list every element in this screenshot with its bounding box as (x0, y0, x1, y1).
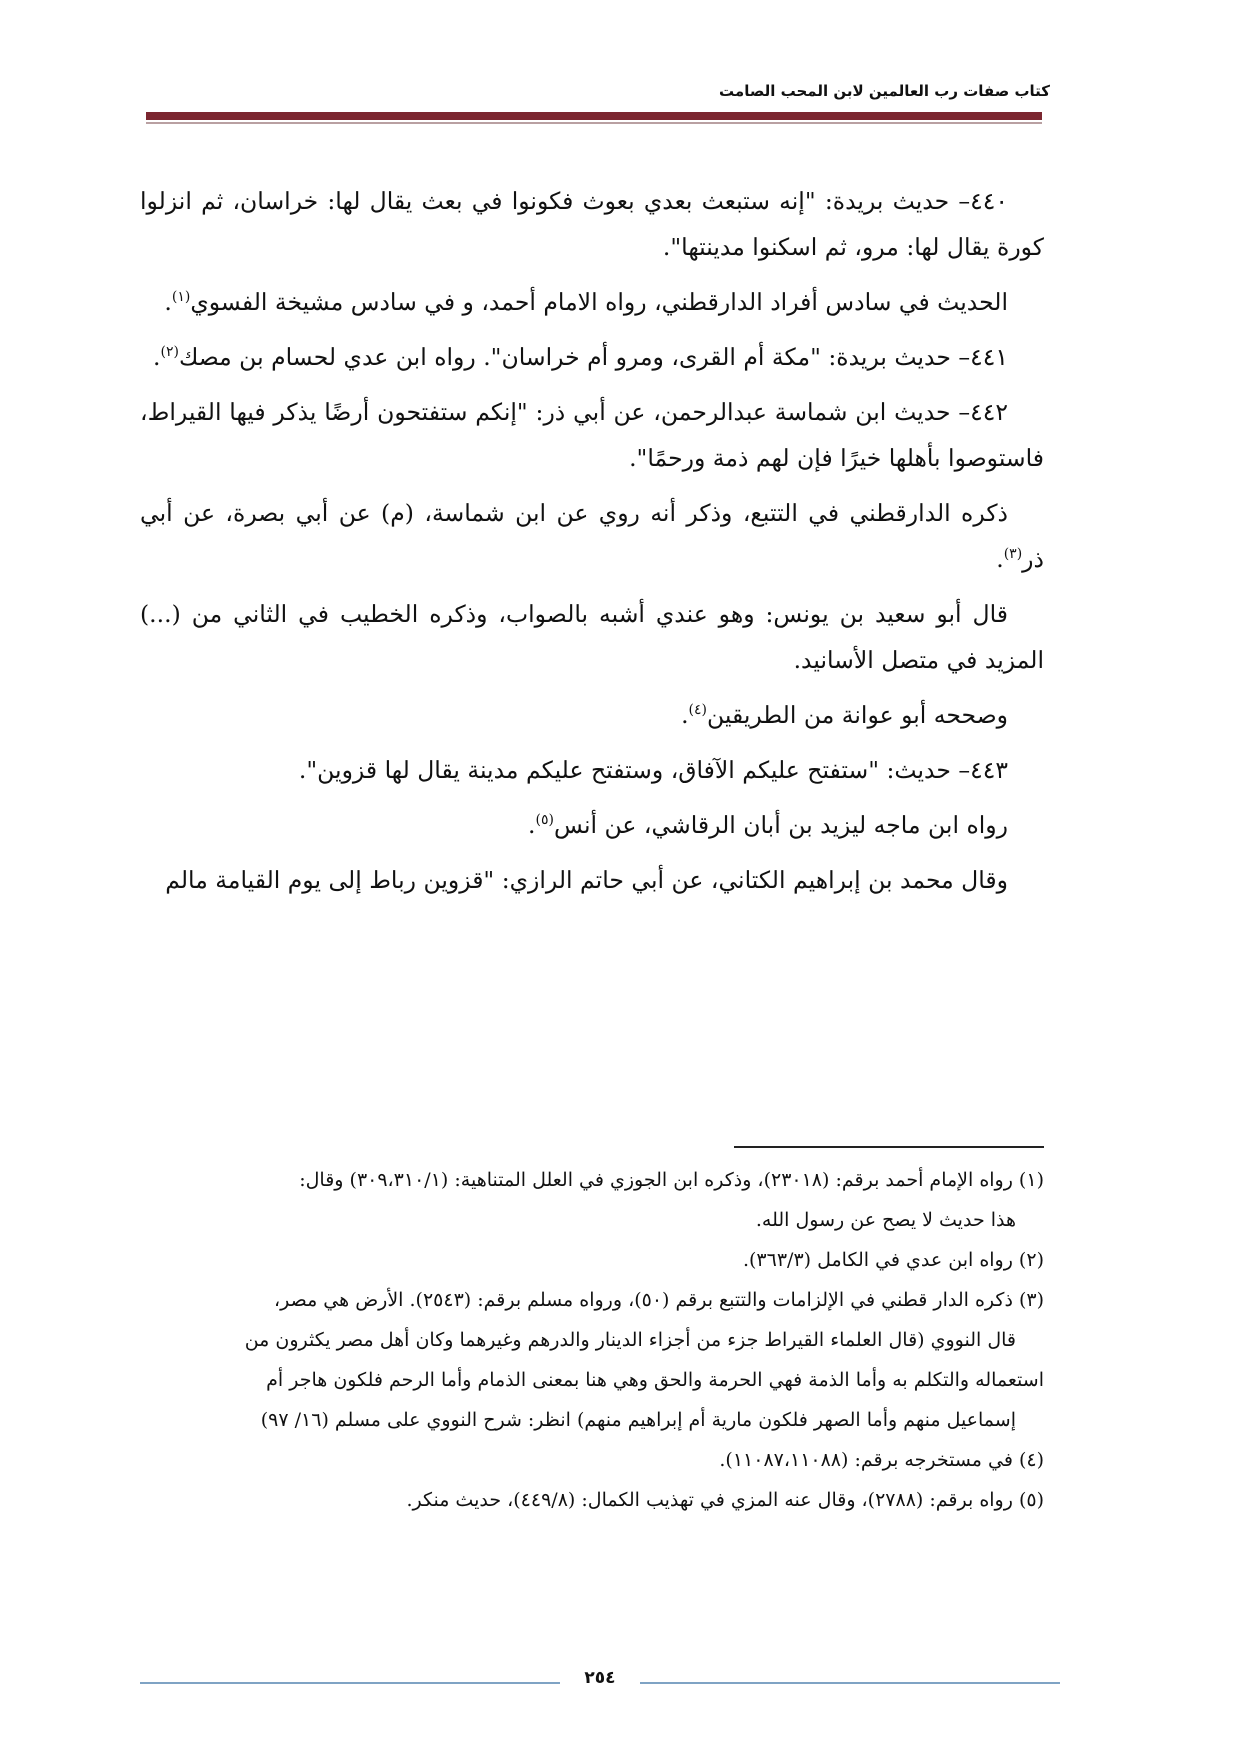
footnote-2: (٢) رواه ابن عدي في الكامل (٣٦٣/٣). (742, 1249, 1044, 1271)
paragraph-442-commentary: ذكره الدارقطني في التتبع، وذكر أنه روي عن ابن شماسة، (م) عن أبي بصرة، عن أبي ذر$^{(٣)}$. (140, 499, 1044, 573)
footnote-1-continued: هذا حديث لا يصح عن رسول الله. (755, 1209, 1016, 1231)
paragraph-text: رواه ابن ماجه ليزيد بن أبان الرقاشي، عن أنس (554, 811, 1008, 839)
footnote-3-continued: إسماعيل منهم وأما الصهر فلكون مارية أم إبراهيم منهم) انظر: شرح النووي على مسلم (١٦/ ٩٧) (260, 1409, 1016, 1431)
paragraph-text: الحديث في سادس أفراد الدارقطني، رواه الامام أحمد، و في سادس مشيخة الفسوي (190, 288, 1008, 316)
paragraph-hadith-440: ٤٤٠– حديث بريدة: "إنه ستبعث بعدي بعوث فكونوا في بعث يقال لها: خراسان، ثم انزلوا كورة يقال لها: مرو، ثم اسكنوا مدينتها". (140, 187, 1044, 261)
page-number: ٢٥٤ (584, 1668, 616, 1688)
paragraph-text: وصححه أبو عوانة من الطريقين (707, 701, 1008, 729)
paragraph-abu-awana: وصححه أبو عوانة من الطريقين$^{(٤)}$. (681, 701, 1008, 729)
footnote-ref-1[interactable]: (١) (171, 289, 191, 306)
paragraph-text: ٤٤١– حديث بريدة: "مكة أم القرى، ومرو أم خراسان". رواه ابن عدي لحسام بن مصك (178, 343, 1008, 371)
footnote-ref-5[interactable]: (٥) (535, 812, 554, 829)
paragraph-ibn-yunus: قال أبو سعيد بن يونس: وهو عندي أشبه بالصواب، وذكره الخطيب في الثاني من (...) المزيد في متصل الأسانيد. (140, 600, 1044, 674)
footnotes (140, 1160, 1044, 1520)
footnote-ref-4[interactable]: (٤) (688, 702, 708, 719)
paragraph-443-commentary: رواه ابن ماجه ليزيد بن أبان الرقاشي، عن أنس$^{(٥)}$. (528, 811, 1008, 839)
footnote-ref-3[interactable]: (٣) (1003, 546, 1023, 563)
paragraph-hadith-443: ٤٤٣– حديث: "ستفتح عليكم الآفاق، وستفتح عليكم مدينة يقال لها قزوين". (298, 756, 1008, 784)
footnote-3: (٣) ذكره الدار قطني في الإلزامات والتتبع برقم (٥٠)، ورواه مسلم برقم: (٢٥٤٣). الأرض هي مصر، (273, 1289, 1044, 1311)
footer-rule-right (640, 1682, 1060, 1684)
paragraph-440-commentary: الحديث في سادس أفراد الدارقطني، رواه الامام أحمد، و في سادس مشيخة الفسوي$^{(١)}$. (164, 288, 1008, 316)
paragraph-hadith-441: ٤٤١– حديث بريدة: "مكة أم القرى، ومرو أم خراسان". رواه ابن عدي لحسام بن مصك$^{(٢)}$. (152, 343, 1008, 371)
paragraph-al-kattani: وقال محمد بن إبراهيم الكتاني، عن أبي حاتم الرازي: "قزوين رباط إلى يوم القيامة مالم (165, 866, 1008, 894)
header-rule-thin (146, 122, 1042, 124)
footnote-3-continued: قال النووي (قال العلماء القيراط جزء من أجزاء الدينار والدرهم وغيرهما وكان أهل مصر يكثرون من (244, 1329, 1016, 1351)
footnote-5: (٥) رواه برقم: (٢٧٨٨)، وقال عنه المزي في تهذيب الكمال: (٤٤٩/٨)، حديث منكر. (406, 1489, 1044, 1511)
paragraph-text: ذكره الدارقطني في التتبع، وذكر أنه روي عن ابن شماسة، (م) عن أبي بصرة، عن أبي ذر (140, 499, 1044, 573)
main-text (140, 178, 1044, 912)
footnote-3-continued: استعماله والتكلم به وأما الذمة فهي الحرمة والحق وهي هنا بمعنى الذمام وأما الرحم فلكون هاجر أم (266, 1369, 1044, 1391)
running-header-title: كتاب صفات رب العالمين لابن المحب الصامت (719, 82, 1050, 100)
footnote-4: (٤) في مستخرجه برقم: (١١٠٨٧،١١٠٨٨). (719, 1449, 1044, 1471)
footer-rule-left (140, 1682, 560, 1684)
footnote-separator (734, 1146, 1044, 1148)
footnote-1: (١) رواه الإمام أحمد برقم: (٢٣٠١٨)، وذكره ابن الجوزي في العلل المتناهية: (٣٠٩،٣١٠/١) وقال: (299, 1169, 1044, 1191)
header-rule (146, 112, 1042, 120)
footnote-ref-2[interactable]: (٢) (160, 344, 179, 361)
paragraph-hadith-442: ٤٤٢– حديث ابن شماسة عبدالرحمن، عن أبي ذر: "إنكم ستفتحون أرضًا يذكر فيها القيراط، فاستوصوا بأهلها خيرًا فإن لهم ذمة ورحمًا". (140, 398, 1044, 472)
